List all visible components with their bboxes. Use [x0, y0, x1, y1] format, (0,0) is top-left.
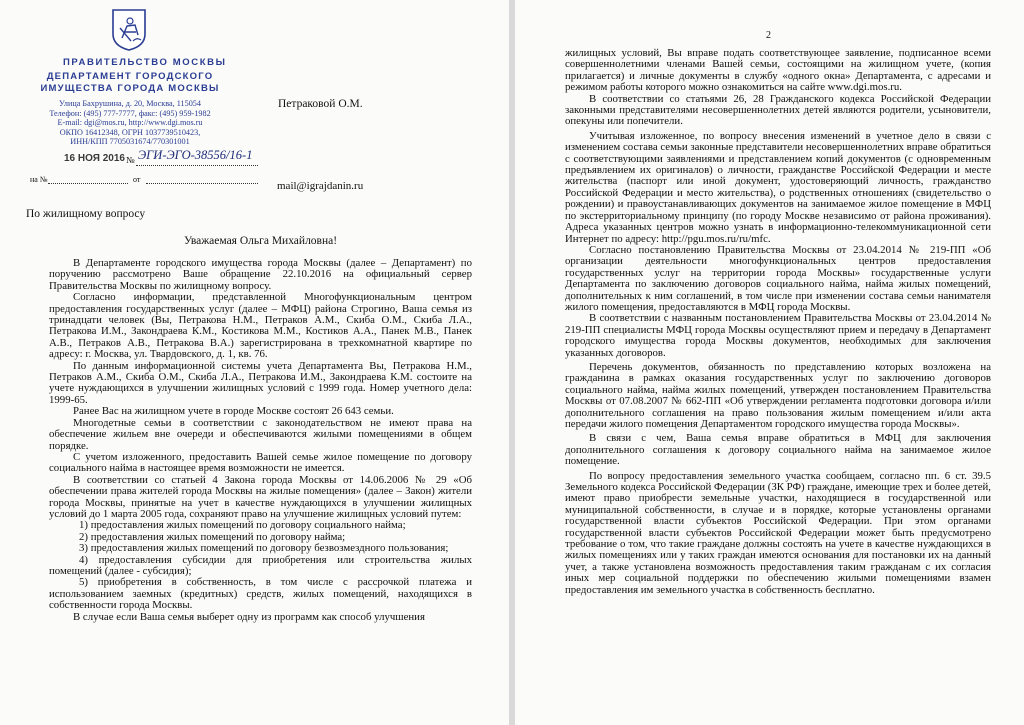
paragraph: 4) предоставления субсидии для приобретения или строительства жилых помещений (далее - субсидия);: [49, 553, 472, 577]
date-stamp: 16 НОЯ 2016: [64, 153, 125, 164]
paragraph: 5) приобретения в собственность, в том числе с рассрочкой платежа и использованием заемных (кредитных) средств, жилых помещений, находящихся в собственности города Москвы.: [49, 576, 472, 612]
paragraph: Согласно информации, представленной Многофункциональным центром предоставления государственных услуг (далее – МФЦ) района Строгино, Ваша семья из тринадцати человек (Вы, Петракова Н.М., Петраков А.М., Скиба О.М., Скиба Л.А., Петракова И.М., Закондраева К.М., Костикова М.М., Костиков А.А., Панек М.В., Панек А.В., Петраков А.В., Петракова В.А.) зарегистрирована в трехкомнатной квартире по адресу: г. Москва, ул. Твардовского, д. 1, кв. 76.: [49, 291, 472, 361]
letter-body-page-2: [565, 48, 991, 596]
number-label: №: [126, 155, 135, 165]
paragraph: С учетом изложенного, предоставить Вашей семье жилое помещение по договору социального найма в настоящее время возможности не имеется.: [49, 450, 472, 475]
recipient-name: Петраковой О.М.: [278, 98, 363, 110]
paragraph: Ранее Вас на жилищном учете в городе Москве состоят 26 643 семьи.: [73, 405, 394, 418]
paragraph: В связи с чем, Ваша семья вправе обратиться в МФЦ для заключения дополнительного соглашения к договору социального найма на занимаемое жилое помещение.: [565, 432, 991, 468]
government-title: ПРАВИТЕЛЬСТВО МОСКВЫ: [63, 57, 227, 68]
paragraph: По данным информационной системы учета Департамента Вы, Петракова Н.М., Петраков А.М., Скиба О.М., Скиба Л.А., Петракова И.М., Закондраева К.М. состоите на учете нуждающихся в улучшении жилищных условий с 1999 года. Номер учетного дела: 1999-65.: [49, 359, 472, 406]
letter-body-page-1: [49, 258, 472, 623]
page-number: 2: [766, 30, 771, 41]
greeting: Уважаемая Ольга Михайловна!: [184, 235, 338, 247]
address: Улица Бахрушина, д. 20, Москва, 115054: [59, 99, 201, 108]
paragraph: В соответствии с названным постановлением Правительства Москвы от 23.04.2014 № 219-ПП специалисты МФЦ города Москвы осуществляют прием и передачу в Департамент городского имущества города Москвы документов, необходимых для заключения указанных договоров.: [565, 312, 991, 359]
paragraph: 3) предоставления жилых помещений по договору безвозмездного пользования;: [79, 542, 449, 555]
ref-from-label: от: [133, 175, 141, 184]
paragraph: В соответствии со статьями 26, 28 Гражданского кодекса Российской Федерации законными представителями несовершеннолетних детей являются родители, усыновители, опекуны или попечители.: [565, 92, 991, 128]
paragraph: 1) предоставления жилых помещений по договору социального найма;: [79, 519, 406, 532]
okpo: ОКПО 16412348, ОГРН 1037739510423,: [59, 127, 201, 137]
department-line-1: ДЕПАРТАМЕНТ ГОРОДСКОГО: [46, 71, 214, 82]
paragraph: жилищных условий, Вы вправе подать соответствующее заявление, подписанное всеми совершеннолетними членами Вашей семьи, состоящими на жилищном учете, (копия прилагается) и личные документы в службу «одного окна» Департамента, с адресами и режимом работы которого можно ознакомиться на сайте www.dgi.mos.ru.: [565, 47, 991, 94]
paragraph: В Департаменте городского имущества города Москвы (далее – Департамент) по поручению рассмотрено Ваше обращение 22.10.2016 на официальный сервер Правительства Москвы по жилищному вопросу.: [49, 257, 472, 292]
email-web: E-mail: dgi@mos.ru, http://www.dgi.mos.ru: [57, 118, 203, 128]
subject-line: По жилищному вопросу: [26, 208, 146, 220]
recipient-email: mail@igrajdanin.ru: [277, 180, 364, 192]
outgoing-number: ЭГИ-ЭГО-38556/16-1: [138, 148, 253, 162]
inn: ИНН/КПП 7705031674/770301001: [70, 137, 190, 147]
letter-page-1: [0, 0, 509, 725]
paragraph: Согласно постановлению Правительства Москвы от 23.04.2014 № 219-ПП «Об организации деятельности многофункциональных центров предоставления государственных услуг на территории города Москвы» государственные услуги Департамента по заключению договоров социального найма, найма жилых помещений, дополнительных к ним соглашений, в том числе при изменении состава семьи нанимателя жилого помещения, предоставляются в МФЦ города Москвы.: [565, 243, 991, 313]
paragraph: Учитывая изложенное, по вопросу внесения изменений в учетное дело в связи с изменением состава семьи законные представители несовершеннолетних вправе обратиться с соответствующими заявлениями и представлением копий документов (с одновременным предъявлением их оригиналов) о личности, гражданстве Российской Федерации и месте жительства (паспорт или иной документ, удостоверяющий личность, гражданство Российской Федерации и место жительства), о родственных отношениях (свидетельство о рождении) и правоустанавливающих документов на занимаемое жилое помещение в МФЦ по экстерриториальному принципу (по городу Москве независимо от района проживания). Адреса указанных центров можно узнать в информационно-телекоммуникационной сети Интернет по адресу: http://pgu.mos.ru/ru/mfc.: [565, 129, 991, 245]
paragraph: Перечень документов, обязанность по представлению которых возложена на гражданина в рамках оказания государственных услуг по заключению договоров социального найма, найма жилых помещений, утвержден постановлением Правительства Москвы от 07.08.2007 № 662-ПП «Об утверждении регламента подготовки договора и/или дополнительного соглашения на право пользования жилым помещением и/или акта передачи жилого помещения Департаментом городского имущества города Москвы».: [565, 360, 991, 430]
paragraph: По вопросу предоставления земельного участка сообщаем, согласно пп. 6 ст. 39.5 Земельного кодекса Российской Федерации (ЗК РФ) граждане, имеющие трех и более детей, имеют право приобрести земельные участки, находящиеся в государственной или муниципальной собственности, в случае и в порядке, которые установлены органами государственной власти субъектов Российской Федерации. При этом органами государственной власти субъектов Российской Федерации может быть предусмотрено требование о том, что такие граждане должны состоять на учете в качестве нуждающихся в жилых помещениях или у таких граждан имеются основания для постановки их на данный учет, а также установлена возможность предоставления таким гражданам с их согласия иных мер социальной поддержки по обеспечению жилыми помещениями взамен предоставления им земельного участка в собственность бесплатно.: [565, 469, 991, 596]
department-name: [40, 71, 220, 95]
moscow-coat-of-arms-icon: [111, 8, 147, 52]
paragraph: В случае если Ваша семья выберет одну из программ как способ улучшения: [73, 610, 425, 623]
paragraph: В соответствии со статьей 4 Закона города Москвы от 14.06.2006 № 29 «Об обеспечении права жителей города Москвы на жилые помещения» (далее – Закон) жители города Москвы, принятые на учет в качестве нуждающихся в улучшении жилищных условий до 1 марта 2005 года, сохраняют право на улучшение жилищных условий путем:: [49, 473, 472, 520]
department-line-2: ИМУЩЕСТВА ГОРОДА МОСКВЫ: [40, 83, 220, 94]
contact-block: [40, 99, 220, 147]
letter-page-2: [515, 0, 1024, 725]
ref-label: на №: [30, 175, 48, 184]
paragraph: Многодетные семьи в соответствии с законодательством не имеют права на обеспечение жильем вне очереди и обеспечиваются жилыми помещениями в общем порядке.: [49, 416, 472, 452]
paragraph: 2) предоставления жилых помещений по договору найма;: [79, 530, 346, 543]
phone: Телефон: (495) 777-7777, факс: (495) 959-1982: [49, 108, 211, 118]
